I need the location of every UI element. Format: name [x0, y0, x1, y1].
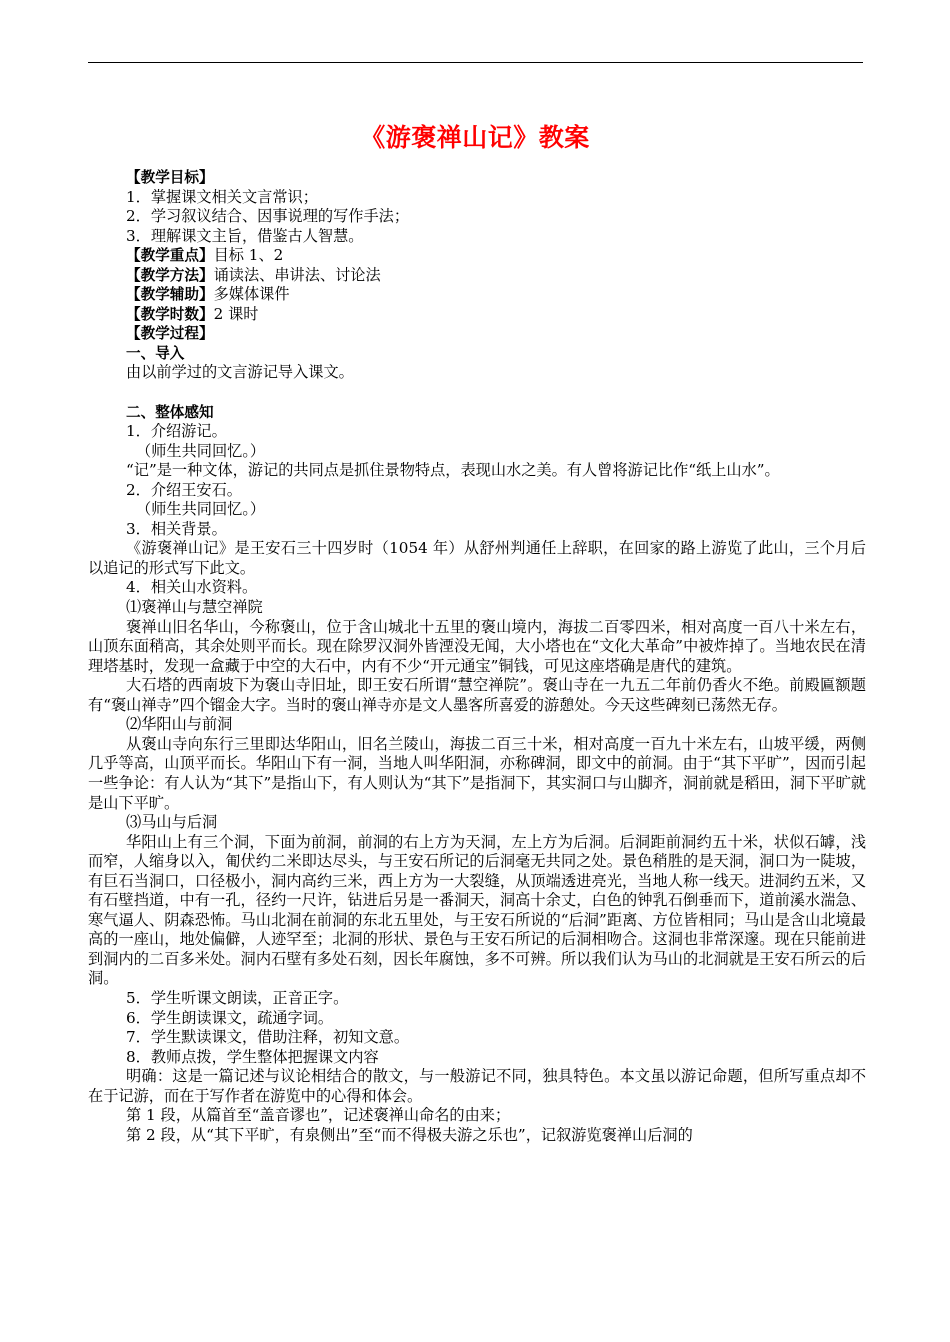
- meta-label: 【教学重点】: [126, 247, 214, 265]
- body-paragraph: 华阳山上有三个洞，下面为前洞，前洞的右上方为天洞，左上方为后洞。后洞距前洞约五十米，状似石罅，浅而窄，人缩身以入，匍伏约二米即达尽头，与王安石所记的后洞毫无共同之处。景色稍胜的是天洞，洞口为一陡坡，有巨石当洞口，口径极小，洞内高约三米，西上方为一大裂缝，从顶端透进亮光，当地人称一线天。进洞约五米，又有石壁挡道，中有一孔，径约一尺许，钻进后另是一番洞天，洞高十余丈，白色的钟乳石倒垂而下，道前溪水湍急、寒气逼人、阴森恐怖。马山北洞在前洞的东北五里处，与王安石所说的“后洞”距离、方位皆相同；马山是含山北境最高的一座山，地处偏僻，人迹罕至；北洞的形状、景色与王安石所记的后洞相吻合。这洞也非常深邃。现在只能前进到洞内的二百多米处。洞内石壁有多处石刻，因长年腐蚀，多不可辨。所以我们认为马山的北洞就是王安石所云的后洞。: [88, 832, 866, 988]
- item-title: 8．教师点拨，学生整体把握课文内容: [126, 1047, 379, 1066]
- subsection-title: ⑵华阳山与前洞: [126, 715, 233, 734]
- meta-label: 【教学时数】: [126, 305, 214, 323]
- item-title: 5．学生听课文朗读，正音正字。: [126, 988, 349, 1007]
- subsection-title: ⑴褒禅山与慧空禅院: [126, 598, 263, 617]
- paragraph-summary: 第 1 段，从篇首至“盖音谬也”，记述褒禅山命名的由来；: [126, 1106, 511, 1125]
- item-title: 6．学生朗读课文，疏通字词。: [126, 1008, 334, 1027]
- objective-item: 3．理解课文主旨，借鉴古人智慧。: [126, 226, 364, 245]
- paragraph-summary: 第 2 段，从“其下平旷，有泉侧出”至“而不得极夫游之乐也”，记叙游览褒禅山后洞的: [126, 1125, 693, 1144]
- objective-item: 2．学习叙议结合、因事说理的写作手法；: [126, 207, 410, 226]
- item-title: 4．相关山水资料。: [126, 578, 258, 597]
- item-note: （师生共同回忆。）: [136, 500, 266, 519]
- meta-value: 多媒体课件: [213, 285, 290, 304]
- meta-line-hours: [88, 305, 866, 325]
- body-paragraph: 大石塔的西南坡下为褒山寺旧址，即王安石所谓“慧空禅院”。褒山寺在一九五二年前仍香火不绝。前殿匾额题有“褒山禅寺”四个镏金大字。当时的褒山禅寺亦是文人墨客所喜爱的游憩处。今天这些碑刻已荡然无存。: [88, 676, 866, 714]
- item-title: 3．相关背景。: [126, 519, 227, 538]
- body-paragraph: 褒禅山旧名华山，今称褒山，位于含山城北十五里的褒山境内，海拔二百零四米，相对高度一百八十米左右，山顶东面稍高，其余处则平而长。现在除罗汉洞外皆湮没无闻，大小塔也在“文化大革命”中被炸掉了。当地农民在清理塔基时，发现一盒藏于中空的大石中，内有不少“开元通宝”铜钱，可见这座塔确是唐代的建筑。: [88, 617, 866, 675]
- meta-label: 【教学方法】: [126, 266, 214, 284]
- body-paragraph: 从褒山寺向东行三里即达华阳山，旧名兰陵山，海拔二百三十米，相对高度一百九十米左右，山坡平缓，两侧几乎等高，山顶平而长。华阳山下有一洞，当地人叫华阳洞，亦称碑洞，即文中的前洞。由于“其下平旷”，因而引起一些争论：有人认为“其下”是指山下，有人则认为“其下”是指洞下，其实洞口与山脚齐，洞前就是稻田，洞下平旷就是山下平旷。: [88, 734, 866, 812]
- section-text: 由以前学过的文言游记导入课文。: [126, 363, 354, 382]
- subsection-title: ⑶马山与后洞: [126, 813, 218, 832]
- meta-value: 2 课时: [213, 304, 259, 323]
- objective-item: 1．掌握课文相关文言常识；: [126, 187, 318, 206]
- objectives-heading: 【教学目标】: [126, 169, 214, 186]
- meta-line-aids: [88, 285, 866, 305]
- body-paragraph: “记”是一种文体，游记的共同点是抓住景物特点，表现山水之美。有人曾将游记比作“纸上山水”。: [126, 461, 780, 480]
- document-title: 《游褒禅山记》教案: [360, 123, 590, 152]
- item-title: 7．学生默读课文，借助注释，初知文意。: [126, 1028, 410, 1047]
- item-title: 1．介绍游记。: [126, 422, 227, 441]
- item-note: （师生共同回忆。）: [136, 441, 266, 460]
- meta-label: 【教学辅助】: [126, 286, 214, 304]
- body-paragraph: 《游褒禅山记》是王安石三十四岁时（1054 年）从舒州判通任上辞职，在回家的路上游览了此山，三个月后以追记的形式写下此文。: [88, 539, 866, 577]
- meta-line-focus: [88, 246, 866, 266]
- document-body: [88, 168, 866, 1145]
- process-heading: 【教学过程】: [126, 325, 214, 343]
- section-heading: 一、导入: [126, 344, 185, 362]
- header-rule: [88, 62, 863, 63]
- meta-value: 诵读法、串讲法、讨论法: [213, 265, 381, 284]
- meta-line-method: [88, 266, 866, 286]
- item-title: 2．介绍王安石。: [126, 480, 242, 499]
- meta-value: 目标 1、2: [213, 246, 284, 265]
- spacer: [88, 383, 866, 403]
- section-heading: 二、整体感知: [126, 403, 214, 421]
- body-paragraph: 明确：这是一篇记述与议论相结合的散文，与一般游记不同，独具特色。本文虽以游记命题，但所写重点却不在于记游，而在于写作者在游览中的心得和体会。: [88, 1067, 866, 1105]
